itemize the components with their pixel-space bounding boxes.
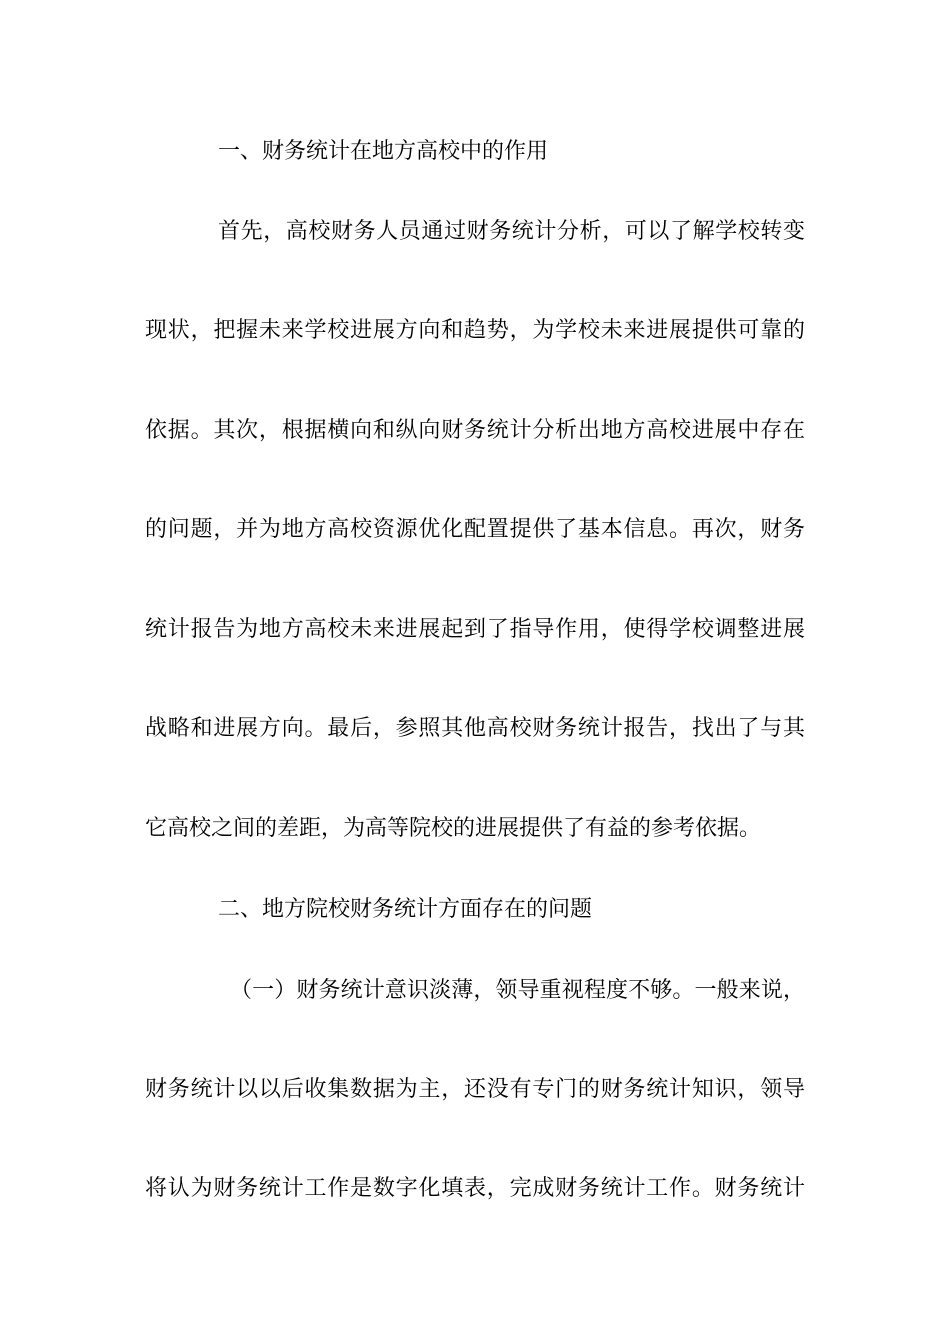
section-1-paragraph-line-2: 现状，把握未来学校进展方向和趋势，为学校未来进展提供可靠的 bbox=[145, 318, 805, 343]
section-1-heading: 一、财务统计在地方高校中的作用 bbox=[218, 139, 549, 164]
section-1-paragraph-line-1: 首先，高校财务人员通过财务统计分析，可以了解学校转变 bbox=[218, 219, 805, 244]
section-1-paragraph-line-3: 依据。其次，根据横向和纵向财务统计分析出地方高校进展中存在 bbox=[145, 418, 805, 443]
section-2-paragraph-line-1: （一）财务统计意识淡薄，领导重视程度不够。一般来说， bbox=[230, 978, 805, 1003]
section-2-paragraph-line-2: 财务统计以以后收集数据为主，还没有专门的财务统计知识，领导 bbox=[145, 1077, 805, 1102]
section-1-paragraph-line-7: 它高校之间的差距，为高等院校的进展提供了有益的参考依据。 bbox=[145, 816, 762, 841]
section-1-paragraph-line-4: 的问题，并为地方高校资源优化配置提供了基本信息。再次，财务 bbox=[145, 517, 805, 542]
section-1-paragraph-line-5: 统计报告为地方高校未来进展起到了指导作用，使得学校调整进展 bbox=[145, 617, 805, 642]
section-1-paragraph-line-6: 战略和进展方向。最后，参照其他高校财务统计报告，找出了与其 bbox=[145, 716, 805, 741]
section-2-paragraph-line-3: 将认为财务统计工作是数字化填表，完成财务统计工作。财务统计 bbox=[145, 1176, 805, 1201]
section-2-heading: 二、地方院校财务统计方面存在的问题 bbox=[218, 897, 593, 922]
